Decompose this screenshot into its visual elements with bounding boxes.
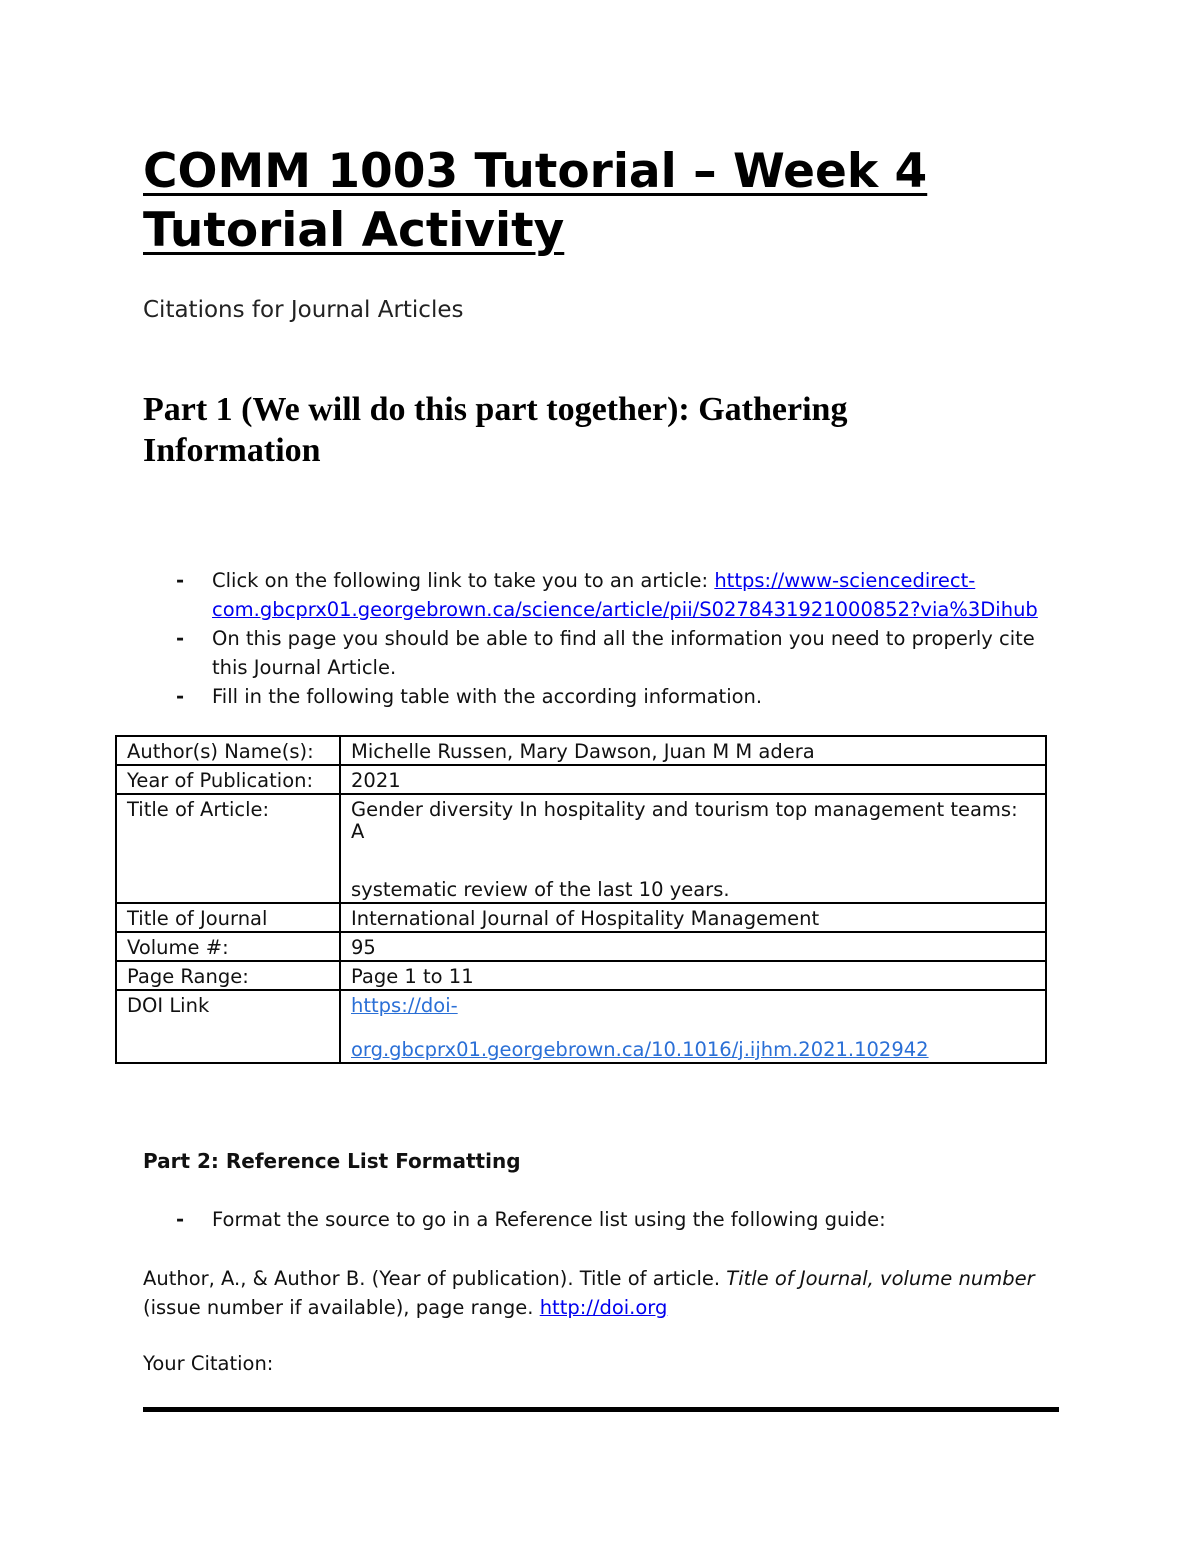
article-title-line-2: systematic review of the last 10 years. [351,878,730,901]
title-line-2: Tutorial Activity [143,203,565,258]
row-label: DOI Link [116,990,340,1063]
article-link-continued[interactable]: com.gbcprx01.georgebrown.ca/science/article/pii/S0278431921000852?via%3Dihub [212,598,1038,621]
instruction-text: Format the source to go in a Reference list using the following guide: [212,1208,886,1231]
table-row [116,903,1046,932]
instruction-text: Fill in the following table with the according information. [212,685,763,708]
your-citation-label: Your Citation: [143,1352,274,1375]
article-title-line-1: Gender diversity In hospitality and tourism top management teams: A [351,798,1018,843]
table-row [116,765,1046,794]
row-value: International Journal of Hospitality Management [340,903,1046,932]
instruction-item [170,624,1070,682]
part2-heading: Part 2: Reference List Formatting [143,1149,521,1173]
part1-instructions [170,566,1070,711]
table-row [116,794,1046,903]
guide-text-continued: (issue number if available), page range. [143,1296,540,1319]
row-value: 95 [340,932,1046,961]
part1-heading [143,389,943,471]
instruction-text: Click on the following link to take you to an article: [212,569,715,592]
instruction-text: On this page you should be able to find all the information you need to properly cite this Journal Article. [212,627,1035,679]
article-link[interactable]: https://www-sciencedirect- [714,569,976,592]
row-value: Page 1 to 11 [340,961,1046,990]
row-label: Author(s) Name(s): [116,736,340,765]
row-label: Page Range: [116,961,340,990]
citation-answer-line [143,1407,1059,1412]
doi-link-line-1[interactable]: https://doi- [351,994,458,1017]
row-value [340,990,1046,1063]
row-label: Year of Publication: [116,765,340,794]
title-line-1: COMM 1003 Tutorial – Week 4 [143,144,928,199]
instruction-item [170,566,1070,624]
table-row [116,990,1046,1063]
instruction-item [170,1206,1070,1234]
table-row [116,932,1046,961]
guide-text: Author, A., & Author B. (Year of publication). Title of article. [143,1267,727,1290]
part1-heading-line-2: Information [143,432,321,469]
row-label: Volume #: [116,932,340,961]
page-title [143,142,1043,260]
page-subtitle: Citations for Journal Articles [143,297,464,323]
row-label: Title of Journal [116,903,340,932]
instruction-item [170,682,1070,711]
row-value: Michelle Russen, Mary Dawson, Juan M M adera [340,736,1046,765]
doi-link-line-2[interactable]: org.gbcprx01.georgebrown.ca/10.1016/j.ijhm.2021.102942 [351,1038,929,1061]
row-label: Title of Article: [116,794,340,903]
table-row [116,736,1046,765]
row-value [340,794,1046,903]
doi-example-link[interactable]: http://doi.org [539,1296,668,1319]
citation-info-table [115,735,1047,1064]
part2-instructions [170,1206,1070,1234]
row-value: 2021 [340,765,1046,794]
table-row [116,961,1046,990]
guide-italic-text: Title of Journal, volume number [726,1267,1035,1290]
reference-format-guide [143,1264,1043,1322]
part1-heading-line-1: Part 1 (We will do this part together): Gathering [143,391,848,428]
